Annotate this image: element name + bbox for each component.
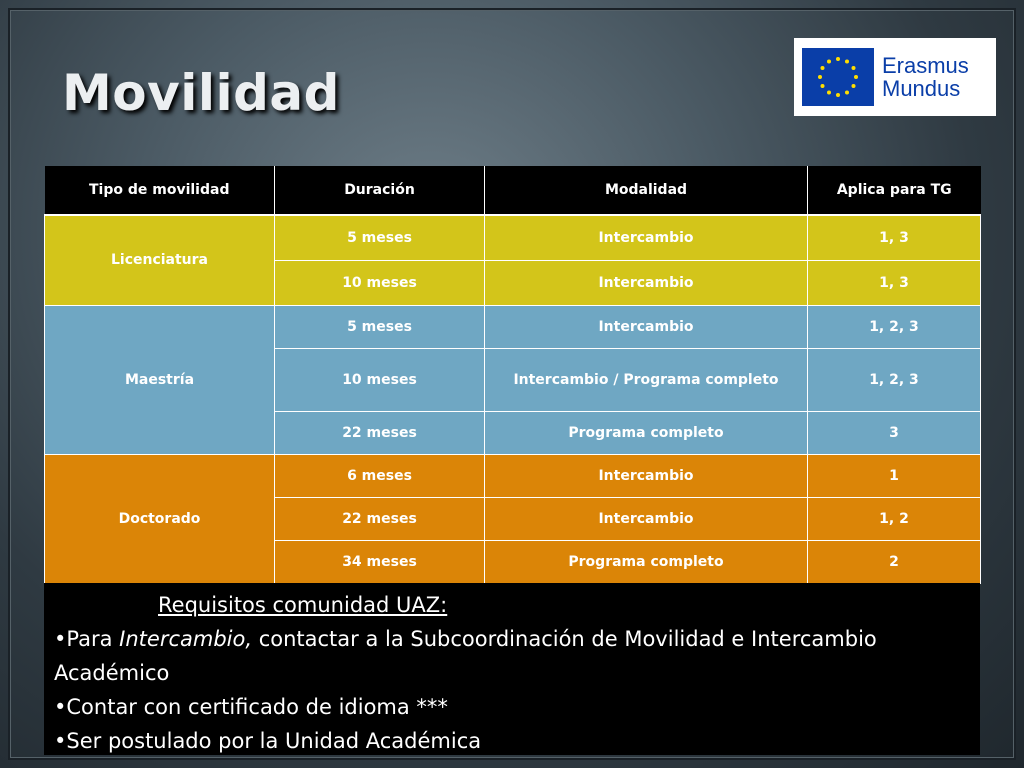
requirement-item-1-prefix: •Para bbox=[54, 627, 120, 651]
requirement-item-2: •Contar con certificado de idioma *** bbox=[54, 695, 448, 719]
cell-aplica: 2 bbox=[808, 541, 981, 584]
requirements-box bbox=[44, 583, 980, 755]
requirement-item-3: •Ser postulado por la Unidad Académica bbox=[54, 729, 482, 753]
cell-modalidad: Intercambio bbox=[485, 455, 808, 498]
cell-modalidad: Programa completo bbox=[485, 541, 808, 584]
cell-aplica: 3 bbox=[808, 412, 981, 455]
table-row bbox=[45, 455, 981, 498]
table-row bbox=[45, 215, 981, 261]
cell-duracion: 5 meses bbox=[275, 215, 485, 261]
col-header-aplica: Aplica para TG bbox=[808, 166, 981, 215]
cell-duracion: 22 meses bbox=[275, 498, 485, 541]
cell-modalidad: Intercambio bbox=[485, 261, 808, 306]
cell-aplica: 1, 3 bbox=[808, 215, 981, 261]
cell-duracion: 10 meses bbox=[275, 349, 485, 412]
col-header-duracion: Duración bbox=[275, 166, 485, 215]
cell-aplica: 1, 2, 3 bbox=[808, 349, 981, 412]
cell-modalidad: Intercambio bbox=[485, 498, 808, 541]
col-header-modalidad: Modalidad bbox=[485, 166, 808, 215]
requirements-title: Requisitos comunidad UAZ: bbox=[158, 593, 448, 617]
eu-flag-icon bbox=[802, 48, 874, 106]
logo-line-1: Erasmus bbox=[882, 53, 969, 78]
cell-modalidad: Programa completo bbox=[485, 412, 808, 455]
cell-aplica: 1 bbox=[808, 455, 981, 498]
erasmus-mundus-logo bbox=[794, 38, 996, 116]
cell-duracion: 5 meses bbox=[275, 306, 485, 349]
logo-line-2: Mundus bbox=[882, 76, 961, 101]
col-header-tipo: Tipo de movilidad bbox=[45, 166, 275, 215]
cell-duracion: 34 meses bbox=[275, 541, 485, 584]
requirement-item-1-continued: Académico bbox=[54, 661, 170, 685]
cell-modalidad: Intercambio / Programa completo bbox=[485, 349, 808, 412]
group-cell-doctorado: Doctorado bbox=[45, 455, 275, 584]
cell-aplica: 1, 3 bbox=[808, 261, 981, 306]
slide-title: Movilidad bbox=[62, 64, 340, 122]
cell-duracion: 10 meses bbox=[275, 261, 485, 306]
requirement-item-1-text: contactar a la Subcoordinación de Movilidad e Intercambio bbox=[252, 627, 877, 651]
cell-duracion: 6 meses bbox=[275, 455, 485, 498]
requirement-item-1 bbox=[54, 627, 877, 651]
table-header-row bbox=[45, 166, 981, 215]
requirement-item-1-emphasis: Intercambio, bbox=[119, 627, 253, 651]
table-row bbox=[45, 306, 981, 349]
cell-modalidad: Intercambio bbox=[485, 215, 808, 261]
cell-aplica: 1, 2, 3 bbox=[808, 306, 981, 349]
group-cell-licenciatura: Licenciatura bbox=[45, 215, 275, 306]
mobility-table bbox=[44, 166, 981, 584]
cell-modalidad: Intercambio bbox=[485, 306, 808, 349]
cell-aplica: 1, 2 bbox=[808, 498, 981, 541]
cell-duracion: 22 meses bbox=[275, 412, 485, 455]
group-cell-maestria: Maestría bbox=[45, 306, 275, 455]
